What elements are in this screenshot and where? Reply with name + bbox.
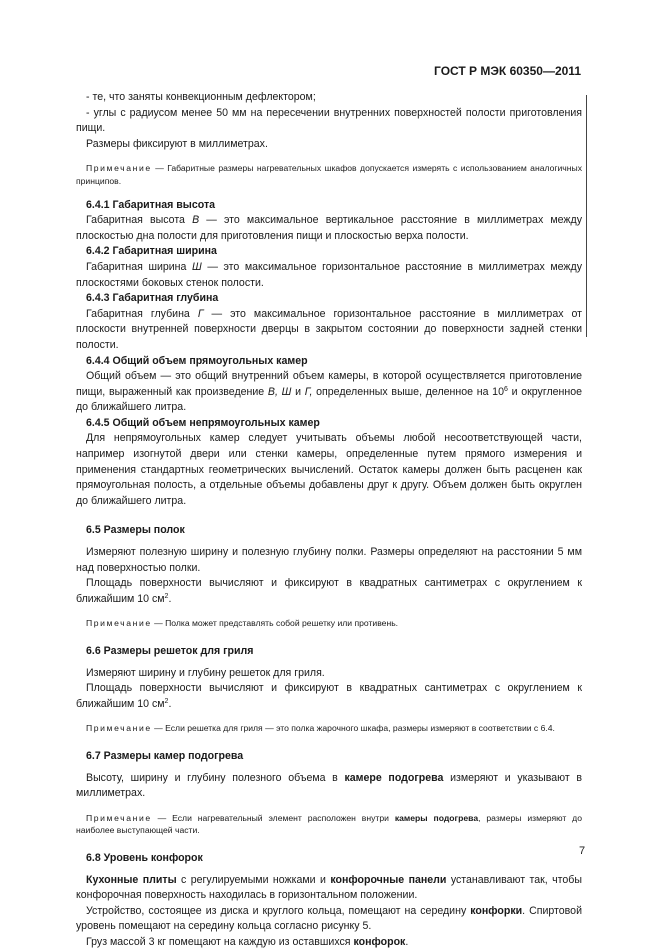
text-run: устанавливают так, чтобы конфорочная поверхность находилась в горизонтальном положении. <box>76 873 582 902</box>
section-heading-6-4-2: 6.4.2 Габаритная ширина <box>86 245 217 258</box>
note <box>76 722 582 735</box>
defined-term: конфорки <box>470 904 523 917</box>
text-run: . Спиртовой уровень помещают на середину кольца согласно рисунку 5. <box>76 904 582 933</box>
paragraph <box>76 681 582 712</box>
note <box>76 162 582 187</box>
superscript: 2 <box>164 592 169 600</box>
note-text: — Габаритные размеры нагревательных шкафов допускается измерять с использованием аналогичных принципов. <box>76 163 582 186</box>
text-run: Высоту, ширину и глубину полезного объема в <box>86 771 345 784</box>
note-label: Примечание <box>86 812 152 823</box>
text-run: Устройство, состоящее из диска и круглого кольца, помещают на середину <box>86 904 471 917</box>
defined-term: Кухонные плиты <box>86 873 177 886</box>
note-label: Примечание <box>86 163 152 174</box>
paragraph: Размеры фиксируют в миллиметрах. <box>86 137 268 150</box>
note-text: — Если решетка для гриля — это полка жарочного шкафа, размеры измеряют в соответствии с 6.4. <box>151 723 555 734</box>
variable: В, Ш <box>267 385 292 398</box>
text-run: Габаритная глубина <box>86 307 198 320</box>
variable: Ш <box>192 260 202 273</box>
text-run: Габаритная ширина <box>86 260 192 273</box>
text-run: — это максимальное горизонтальное расстояние в миллиметрах между плоскостями боковых стенок полости. <box>76 260 582 289</box>
change-bar <box>586 95 587 337</box>
section-heading-6-7: 6.7 Размеры камер подогрева <box>86 749 244 762</box>
paragraph: Для непрямоугольных камер следует учитывать объемы любой несоответствующей части, например изогнутой двери или стенки камеры, определенные путем прямого измерения и применения стандартных геометрических вычислений. Остаток камеры должен быть расценен как прямоугольная полость, а отдельные объемы добавлены друг к другу. Объем должен быть округлен до ближайшего литра. <box>76 432 582 507</box>
page-number: 7 <box>579 845 586 857</box>
paragraph <box>76 369 582 416</box>
note-label: Примечание <box>86 723 152 734</box>
note-text: — Если нагревательный элемент расположен внутри <box>151 812 395 823</box>
section-heading-6-4-5: 6.4.5 Общий объем непрямоугольных камер <box>86 416 320 429</box>
paragraph: Измеряют полезную ширину и полезную глубину полки. Размеры определяют на расстоянии 5 мм над поверхностью полки. <box>76 546 582 574</box>
defined-term: конфорок <box>353 935 406 948</box>
text-run: с регулируемыми ножками и <box>176 873 331 886</box>
superscript: 2 <box>164 697 169 705</box>
defined-term: конфорочные панели <box>330 873 447 886</box>
paragraph <box>76 873 582 904</box>
text-run: . <box>168 592 172 605</box>
text-run: . <box>168 697 172 710</box>
variable: В <box>192 214 200 227</box>
variable: Г <box>197 307 204 320</box>
section-heading-6-6: 6.6 Размеры решеток для гриля <box>86 645 254 657</box>
page-body <box>76 90 582 951</box>
paragraph <box>76 576 582 607</box>
section-heading-6-8: 6.8 Уровень конфорок <box>86 851 203 864</box>
paragraph <box>76 213 582 244</box>
superscript: 6 <box>503 385 508 393</box>
defined-term: камеры подогрева <box>394 812 479 823</box>
text-run: . <box>405 935 409 948</box>
document-number: ГОСТ Р МЭК 60350—2011 <box>434 64 581 78</box>
note <box>76 617 582 630</box>
text-run: и <box>291 385 305 398</box>
text-run: Общий объем — это общий внутренний объем камеры, в которой осуществляется приготовление пищи, выраженный как произведение <box>76 370 582 398</box>
defined-term: камере подогрева <box>344 771 444 784</box>
text-run: определенных выше, деленное на 10 <box>312 385 504 398</box>
text-run: — это максимальное горизонтальное расстояние в миллиметрах от плоскости внутренней поверхности дверцы в закрытом состоянии до поверхности задней стенки полости. <box>76 307 583 351</box>
list-item: - углы с радиусом менее 50 мм на пересечении внутренних поверхностей полости приготовления пищи. <box>76 106 582 135</box>
section-heading-6-4-3: 6.4.3 Габаритная глубина <box>86 292 219 305</box>
text-run: измеряют и указывают в миллиметрах. <box>76 771 582 800</box>
text-run: Груз массой 3 кг помещают на каждую из оставшихся <box>86 935 354 948</box>
paragraph <box>76 307 582 354</box>
variable: Г, <box>304 385 313 398</box>
paragraph: Измеряют ширину и глубину решеток для гриля. <box>86 666 325 679</box>
note-label: Примечание <box>86 618 152 629</box>
section-heading-6-5: 6.5 Размеры полок <box>86 524 185 537</box>
note-text: — Полка может представлять собой решетку или противень. <box>151 618 399 629</box>
paragraph <box>76 260 582 291</box>
section-heading-6-4-1: 6.4.1 Габаритная высота <box>86 198 216 211</box>
text-run: Габаритная высота <box>86 214 193 227</box>
note <box>76 812 582 837</box>
section-heading-6-4-4: 6.4.4 Общий объем прямоугольных камер <box>86 354 308 367</box>
text-run: Площадь поверхности вычисляют и фиксируют в квадратных сантиметрах с округлением к ближайшим 10 см <box>76 577 582 605</box>
text-run: — это максимальное вертикальное расстояние в миллиметрах между плоскостью дна полости для приготовления пищи и плоскостью верха полости. <box>76 214 582 242</box>
paragraph <box>76 771 582 802</box>
paragraph <box>76 935 582 951</box>
note-text: , размеры измеряют до наиболее выступающей части. <box>76 812 582 836</box>
paragraph <box>76 904 582 935</box>
text-run: и округленное до ближайшего литра. <box>76 385 583 414</box>
text-run: Площадь поверхности вычисляют и фиксируют в квадратных сантиметрах с округлением к ближайшим 10 см <box>76 682 582 710</box>
list-item: - те, что заняты конвекционным дефлектором; <box>86 91 316 103</box>
